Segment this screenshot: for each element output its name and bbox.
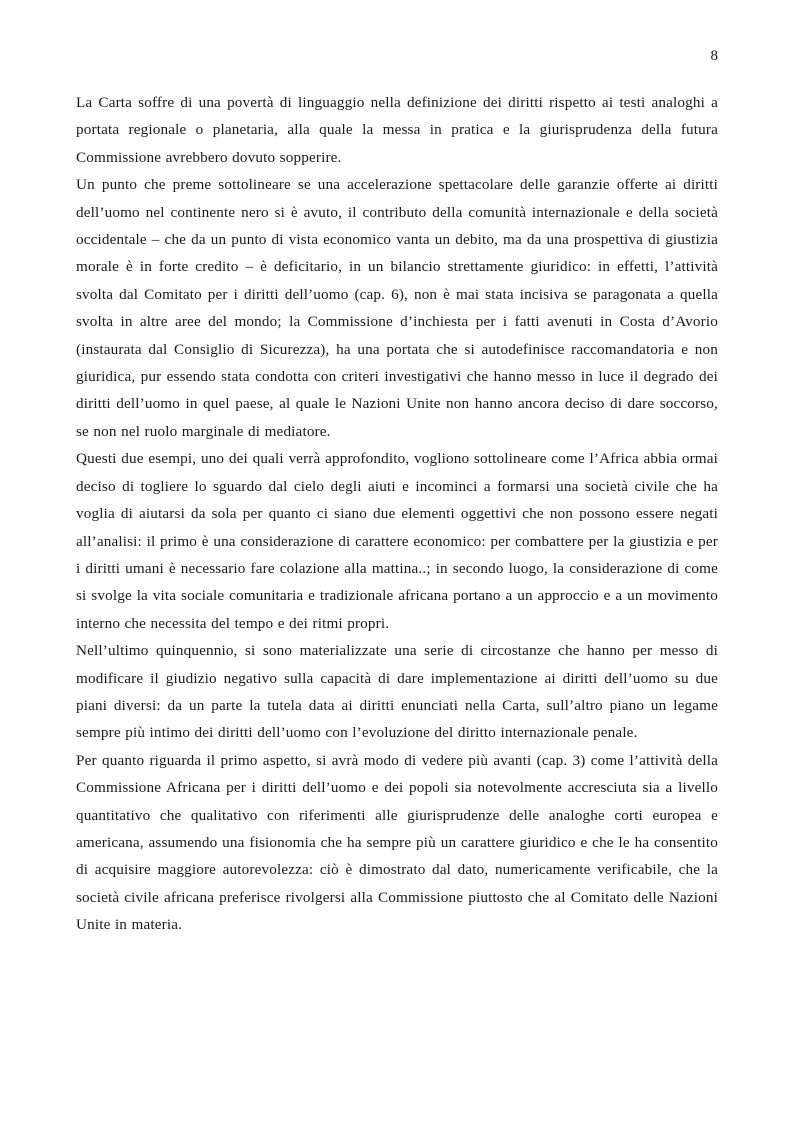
- paragraph: Per quanto riguarda il primo aspetto, si avrà modo di vedere più avanti (cap. 3) come l’attività della Commissione Africana per i diritti dell’uomo e dei popoli sia notevolmente accresciuta sia a livello quantitativo che qualitativo con riferimenti alle giurisprudenze delle analoghe corti europea e americana, assumendo una fisionomia che ha sempre più un carattere giuridico e che le ha consentito di acquisire maggiore autorevolezza: ciò è dimostrato dal dato, numericamente verificabile, che la società civile africana preferisce rivolgersi alla Commissione piuttosto che al Comitato delle Nazioni Unite in materia.: [76, 751, 718, 934]
- paragraph: Questi due esempi, uno dei quali verrà approfondito, vogliono sottolineare come l’Africa abbia ormai deciso di togliere lo sguardo dal cielo degli aiuti e incominci a formarsi una società civile che ha voglia di aiutarsi da sola per quanto ci siano due elementi oggettivi che non possono essere negati all’analisi: il primo è una considerazione di carattere economico: per combattere per la giustizia e per i diritti umani è necessario fare colazione alla mattina..; in secondo luogo, la considerazione di come si svolge la vita sociale comunitaria e tradizionale africana portano a un approccio e a un movimento interno che necessita del tempo e dei ritmi propri.: [76, 450, 718, 632]
- body-text: [76, 89, 718, 939]
- paragraph: Nell’ultimo quinquennio, si sono materializzate una serie di circostanze che hanno per messo di modificare il giudizio negativo sulla capacità di dare implementazione ai diritti dell’uomo su due piani diversi: da un parte la tutela data ai diritti enunciati nella Carta, sull’altro piano un legame sempre più intimo dei diritti dell’uomo con l’evoluzione del diritto internazionale penale.: [76, 642, 718, 742]
- paragraph: La Carta soffre di una povertà di linguaggio nella definizione dei diritti rispetto ai testi analoghi a portata regionale o planetaria, alla quale la messa in pratica e la giurisprudenza della futura Commissione avrebbero dovuto sopperire.: [76, 94, 718, 166]
- page-number: 8: [710, 48, 718, 64]
- paragraph: Un punto che preme sottolineare se una accelerazione spettacolare delle garanzie offerte ai diritti dell’uomo nel continente nero si è avuto, il contributo della comunità internazionale e della società occidentale – che da un punto di vista economico vanta un debito, ma da una prospettiva di giustizia morale è in forte credito – è deficitario, in un bilancio strettamente giuridico: in effetti, l’attività svolta dal Comitato per i diritti dell’uomo (cap. 6), non è mai stata incisiva se paragonata a quella svolta in altre aree del mondo; la Commissione d’inchiesta per i fatti avenuti in Costa d’Avorio (instaurata dal Consiglio di Sicurezza), ha una portata che si autodefinisce raccomandatoria e non giuridica, pur essendo stata condotta con criteri investigativi che hanno messo in luce il degrado dei diritti dell’uomo in quel paese, al quale le Nazioni Unite non hanno ancora deciso di dare soccorso, se non nel ruolo marginale di mediatore.: [76, 176, 718, 440]
